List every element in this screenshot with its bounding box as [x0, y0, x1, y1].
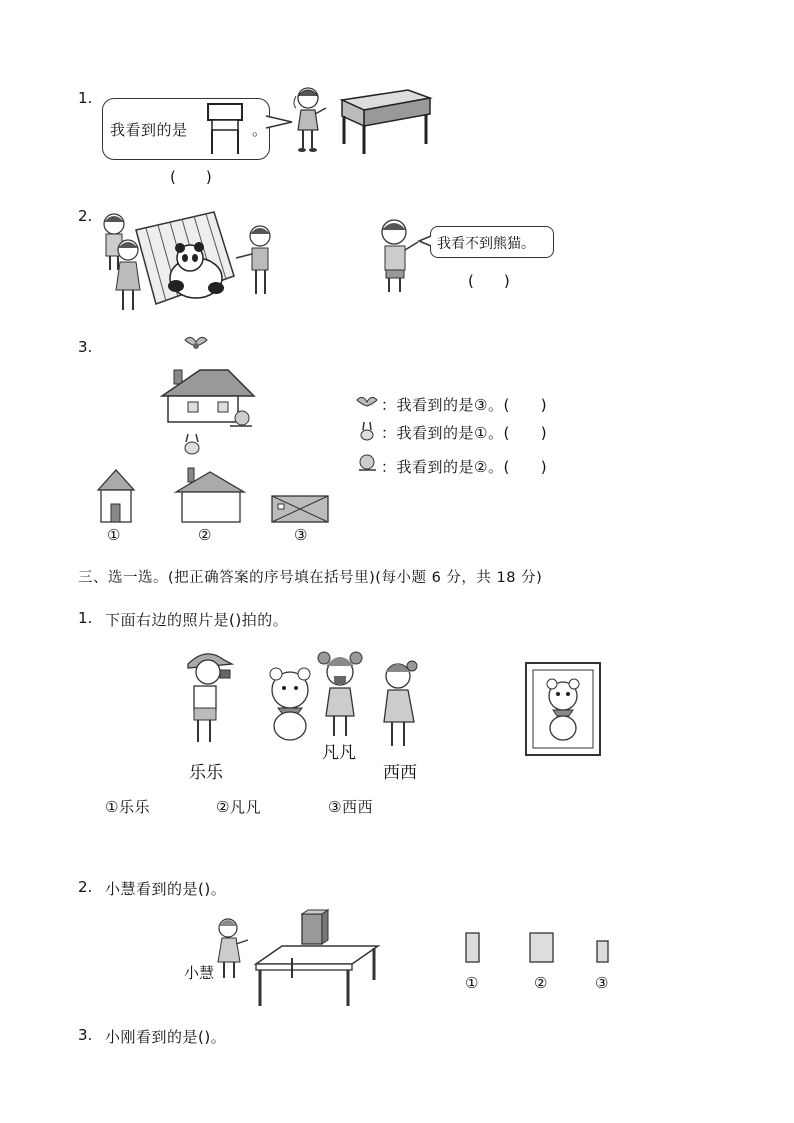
q2-answer-paren[interactable]: ( ): [468, 272, 510, 290]
s3q1-option-1[interactable]: ①乐乐: [105, 798, 150, 816]
q3-statement-2: ：我看到的是①。( ): [381, 424, 548, 442]
q2-number: 2.: [78, 207, 93, 225]
s3q1-name-fanfan: 凡凡: [322, 743, 356, 763]
s3q3-text: 小刚看到的是()。: [105, 1028, 227, 1046]
s3q2-text: 小慧看到的是()。: [105, 880, 227, 898]
q3-house-scene: [158, 364, 262, 456]
s3q2-option-label-1: ①: [465, 974, 479, 992]
q1-girl-icon: [290, 84, 330, 156]
q1-desk-front-icon: [206, 102, 246, 158]
q3-statement-rabbit-icon: [358, 420, 376, 442]
q1-desk-icon: [338, 88, 434, 158]
s3q1-text: 下面右边的照片是()拍的。: [105, 611, 289, 629]
s3q1-option-3[interactable]: ③西西: [328, 798, 373, 816]
q3-option-3-roof: [270, 494, 332, 524]
q1-bubble-text: 我看到的是: [110, 121, 188, 139]
q3-option-2-house: [174, 466, 246, 524]
s3q2-option-3-shape: [596, 940, 610, 964]
s3q2-girl-name: 小慧: [184, 964, 215, 982]
s3q1-name-xixi: 西西: [383, 763, 417, 783]
q3-option-1-hut: [96, 468, 136, 524]
q3-statement-snail-icon: [356, 452, 378, 474]
q3-option-label-3: ③: [294, 526, 308, 544]
s3q1-name-lele: 乐乐: [189, 763, 223, 783]
q2-bubble-tail: [418, 234, 432, 248]
q1-answer-paren[interactable]: ( ): [170, 168, 212, 186]
s3q2-option-label-2: ②: [534, 974, 548, 992]
s3q1-children-scene: [180, 642, 430, 760]
s3q2-girl-icon: [210, 916, 254, 984]
q3-bird-icon: [183, 334, 209, 352]
s3q2-number: 2.: [78, 878, 93, 896]
s3q2-option-label-3: ③: [595, 974, 609, 992]
s3q2-option-2-shape: [529, 932, 555, 964]
s3q1-number: 1.: [78, 609, 93, 627]
s3q1-photo-frame: [525, 662, 603, 758]
q1-number: 1.: [78, 89, 93, 107]
s3q2-option-1-shape: [465, 932, 481, 964]
q3-option-label-2: ②: [198, 526, 212, 544]
q2-boy-icon: [372, 214, 422, 296]
section3-heading: 三、选一选。(把正确答案的序号填在括号里)(每小题 6 分，共 18 分): [78, 570, 543, 586]
q3-statement-1: ：我看到的是③。( ): [381, 396, 548, 414]
q3-option-label-1: ①: [107, 526, 121, 544]
q3-number: 3.: [78, 338, 93, 356]
q3-statement-bird-icon: [355, 394, 379, 410]
q1-bubble-end: 。: [252, 121, 268, 139]
q3-statement-3: ：我看到的是②。( ): [381, 458, 548, 476]
q2-children-panda-scene: [96, 206, 286, 318]
q2-bubble-text: 我看不到熊猫。: [437, 236, 535, 252]
s3q1-option-2[interactable]: ②凡凡: [216, 798, 261, 816]
s3q3-number: 3.: [78, 1026, 93, 1044]
s3q2-table-with-box: [254, 910, 384, 1008]
